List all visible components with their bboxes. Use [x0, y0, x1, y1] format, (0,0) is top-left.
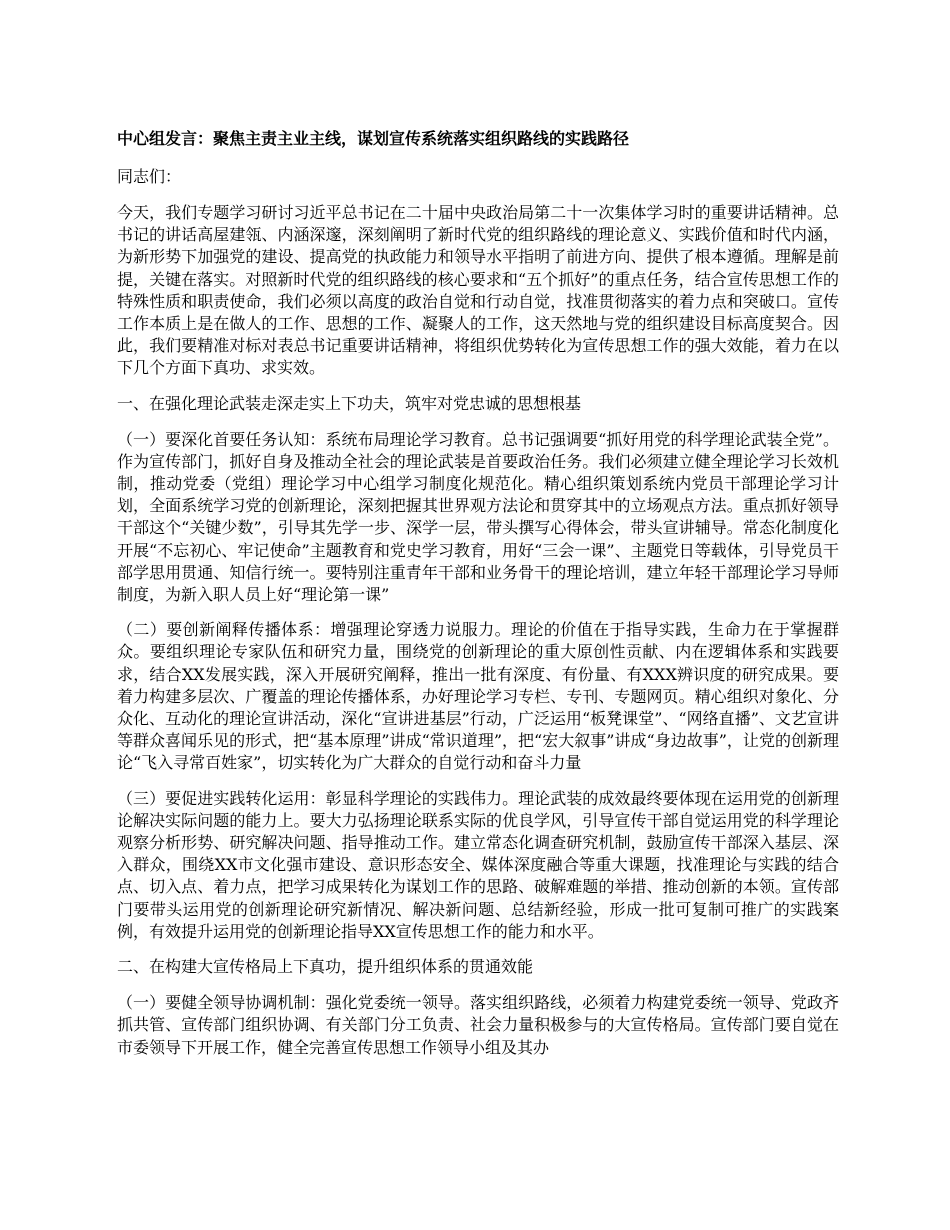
section-2-paragraph-1: （一）要健全领导协调机制：强化党委统一领导。落实组织路线，必须着力构建党委统一领导、党政齐抓共管、宣传部门组织协调、有关部门分工负责、社会力量积极参与的大宣传格局。宣传部门要自觉在市委领导下开展工作，健全完善宣传思想工作领导小组及其办 [117, 993, 839, 1057]
section-1-heading: 一、在强化理论武装走深走实上下功夫，筑牢对党忠诚的思想根基 [117, 393, 582, 413]
document-title: 中心组发言：聚焦主责主业主线，谋划宣传系统落实组织路线的实践路径 [117, 129, 630, 148]
intro-paragraph: 今天，我们专题学习研讨习近平总书记在二十届中央政治局第二十一次集体学习时的重要讲话精神。总书记的讲话高屋建瓴、内涵深邃，深刻阐明了新时代党的组织路线的理论意义、实践价值和时代内涵，为新形势下加强党的建设、提高党的执政能力和领导水平指明了前进方向、提供了根本遵循。理解是前提，关键在落实。对照新时代党的组织路线的核心要求和“五个抓好”的重点任务，结合宣传思想工作的特殊性质和职责使命，我们必须以高度的政治自觉和行动自觉，找准贯彻落实的着力点和突破口。宣传工作本质上是在做人的工作、思想的工作、凝聚人的工作，这天然地与党的组织建设目标高度契合。因此，我们要精准对标对表总书记重要讲话精神，将组织优势转化为宣传思想工作的强大效能，着力在以下几个方面下真功、求实效。 [117, 203, 839, 378]
document-page [117, 128, 839, 1072]
section-1-paragraph-1: （一）要深化首要任务认知：系统布局理论学习教育。总书记强调要“抓好用党的科学理论武装全党”。作为宣传部门，抓好自身及推动全社会的理论武装是首要政治任务。我们必须建立健全理论学习长效机制，推动党委（党组）理论学习中心组学习制度化规范化。精心组织策划系统内党员干部理论学习计划，全面系统学习党的创新理论，深刻把握其世界观方法论和贯穿其中的立场观点方法。重点抓好领导干部这个“关键少数”，引导其先学一步、深学一层，带头撰写心得体会，带头宣讲辅导。常态化制度化开展“不忘初心、牢记使命”主题教育和党史学习教育，用好“三会一课”、主题党日等载体，引导党员干部学思用贯通、知信行统一。要特别注重青年干部和业务骨干的理论培训，建立年轻干部理论学习导师制度，为新入职人员上好“理论第一课” [117, 429, 839, 605]
section-2-heading: 二、在构建大宣传格局上下真功，提升组织体系的贯通效能 [117, 957, 534, 977]
section-1-paragraph-3: （三）要促进实践转化运用：彰显科学理论的实践伟力。理论武装的成效最终要体现在运用党的创新理论解决实际问题的能力上。要大力弘扬理论联系实际的优良学风，引导宣传干部自觉运用党的科学理论观察分析形势、研究解决问题、指导推动工作。建立常态化调查研究机制，鼓励宣传干部深入基层、深入群众，围绕XX市文化强市建设、意识形态安全、媒体深度融合等重大课题，找准理论与实践的结合点、切入点、着力点，把学习成果转化为谋划工作的思路、破解难题的举措、推动创新的本领。宣传部门要带头运用党的创新理论研究新情况、解决新问题、总结新经验，形成一批可复制可推广的实践案例，有效提升运用党的创新理论指导XX宣传思想工作的能力和水平。 [117, 788, 839, 941]
salutation: 同志们： [117, 167, 182, 186]
section-1-paragraph-2: （二）要创新阐释传播体系：增强理论穿透力说服力。理论的价值在于指导实践，生命力在于掌握群众。要组织理论专家队伍和研究力量，围绕党的创新理论的重大原创性贡献、内在逻辑体系和实践要求，结合XX发展实践，深入开展研究阐释，推出一批有深度、有份量、有XXX辨识度的研究成果。要着力构建多层次、广覆盖的理论传播体系，办好理论学习专栏、专刊、专题网页。精心组织对象化、分众化、互动化的理论宣讲活动，深化“宣讲进基层”行动，广泛运用“板凳课堂”、“网络直播”、文艺宣讲等群众喜闻乐见的形式，把“基本原理”讲成“常识道理”，把“宏大叙事”讲成“身边故事”，让党的创新理论“飞入寻常百姓家”，切实转化为广大群众的自觉行动和奋斗力量 [117, 620, 839, 773]
